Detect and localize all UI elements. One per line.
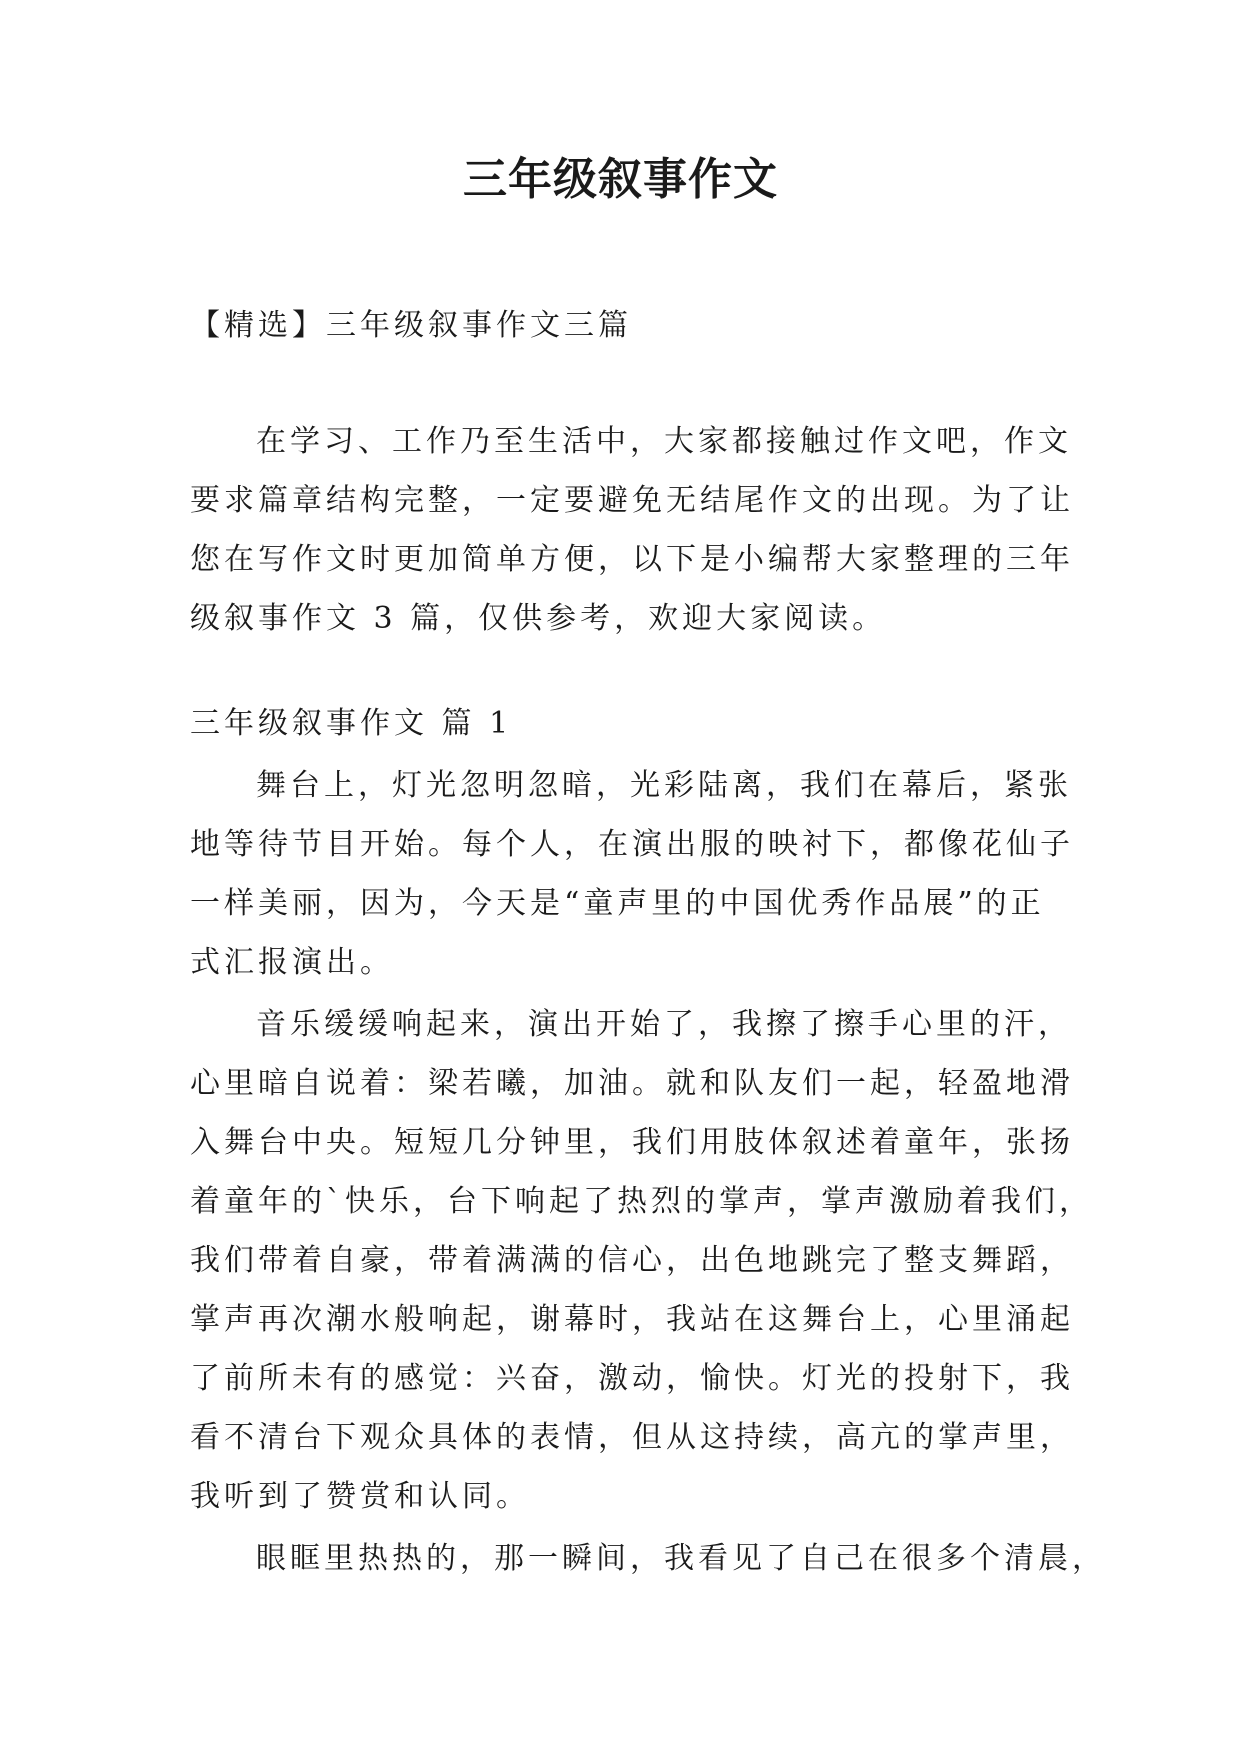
document-title: 三年级叙事作文 — [463, 154, 778, 205]
paragraph-line: 我们带着自豪，带着满满的信心，出色地跳完了整支舞蹈， — [190, 1243, 1074, 1278]
paragraph-line: 了前所未有的感觉：兴奋，激动，愉快。灯光的投射下，我 — [190, 1361, 1074, 1396]
paragraph-1 — [190, 756, 1074, 992]
paragraph-line: 地等待节目开始。每个人，在演出服的映衬下，都像花仙子 — [190, 827, 1074, 862]
intro-line: 在学习、工作乃至生活中，大家都接触过作文吧，作文 — [256, 424, 1072, 459]
paragraph-line: 着童年的`快乐，台下响起了热烈的掌声，掌声激励着我们， — [190, 1184, 1093, 1219]
intro-line: 要求篇章结构完整，一定要避免无结尾作文的出现。为了让 — [190, 483, 1074, 518]
paragraph-2 — [190, 995, 1093, 1526]
paragraph-line: 音乐缓缓响起来，演出开始了，我擦了擦手心里的汗， — [256, 1007, 1072, 1042]
paragraph-line: 一样美丽，因为，今天是“童声里的中国优秀作品展”的正 — [190, 886, 1045, 921]
paragraph-line: 眼眶里热热的，那一瞬间，我看见了自己在很多个清晨， — [256, 1541, 1106, 1576]
document-subtitle: 【精选】三年级叙事作文三篇 — [190, 308, 632, 343]
section-heading: 三年级叙事作文 篇 1 — [190, 706, 513, 741]
paragraph-line: 掌声再次潮水般响起，谢幕时，我站在这舞台上，心里涌起 — [190, 1302, 1074, 1337]
paragraph-line: 式汇报演出。 — [190, 945, 394, 980]
paragraph-line: 看不清台下观众具体的表情，但从这持续，高亢的掌声里， — [190, 1420, 1074, 1455]
document-body — [190, 296, 1106, 1588]
intro-line: 级叙事作文 3 篇，仅供参考，欢迎大家阅读。 — [190, 601, 887, 636]
paragraph-3 — [190, 1529, 1106, 1588]
paragraph-line: 我听到了赞赏和认同。 — [190, 1479, 530, 1514]
intro-paragraph — [190, 412, 1074, 648]
paragraph-line: 心里暗自说着：梁若曦，加油。就和队友们一起，轻盈地滑 — [190, 1066, 1074, 1101]
paragraph-line: 舞台上，灯光忽明忽暗，光彩陆离，我们在幕后，紧张 — [256, 768, 1072, 803]
intro-line: 您在写作文时更加简单方便，以下是小编帮大家整理的三年 — [190, 542, 1074, 577]
paragraph-line: 入舞台中央。短短几分钟里，我们用肢体叙述着童年，张扬 — [190, 1125, 1074, 1160]
